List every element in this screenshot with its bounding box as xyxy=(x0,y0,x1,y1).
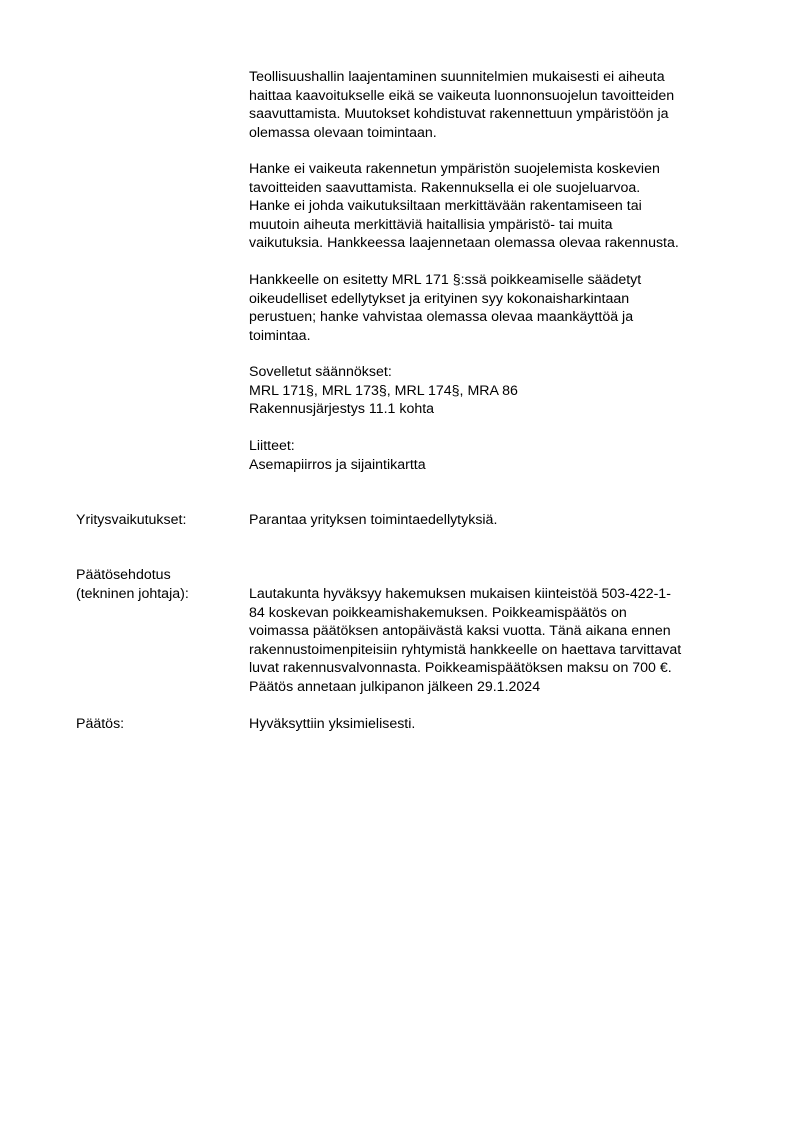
attachment-item[interactable]: Asemapiirros ja sijaintikartta xyxy=(249,456,426,473)
paragraph-built-environment xyxy=(249,160,749,253)
text-line: saavuttamista. Muutokset kohdistuvat rakennettuun ympäristöön ja xyxy=(249,106,669,123)
business-effects-text xyxy=(249,511,749,530)
text-line: luvat rakennusvalvonnasta. Poikkeamispäätöksen maksu on 700 €. xyxy=(249,660,672,677)
provisions-heading: Sovelletut säännökset: xyxy=(249,364,392,380)
text-line: haittaa kaavoitukselle eikä se vaikeuta luonnonsuojelun tavoitteiden xyxy=(249,87,675,104)
text-line: toimintaa. xyxy=(249,327,311,344)
proposal-label-line2: (tekninen johtaja): xyxy=(76,585,189,602)
paragraph-plan-impact xyxy=(249,68,749,142)
text-line: Parantaa yrityksen toimintaedellytyksiä. xyxy=(249,512,498,528)
text-line: Hanke ei johda vaikutuksiltaan merkittävään rakentamiseen tai xyxy=(249,198,642,215)
text-line: tavoitteiden saavuttamista. Rakennuksella ei ole suojeluarvoa. xyxy=(249,179,641,196)
applied-provisions xyxy=(249,363,749,419)
attachments-heading: Liitteet: xyxy=(249,438,295,454)
business-effects-label: Yritysvaikutukset: xyxy=(76,512,187,528)
text-line: rakennustoimenpiteisiin ryhtymistä hankkeelle on haettava tarvittavat xyxy=(249,641,682,658)
text-line: Päätös annetaan julkipanon jälkeen 29.1.2024 xyxy=(249,678,541,695)
paragraph-legal-conditions xyxy=(249,271,749,345)
text-line: perustuen; hanke vahvistaa olemassa olevaa maankäyttöä ja xyxy=(249,309,634,326)
text-line: Teollisuushallin laajentaminen suunnitelmien mukaisesti ei aiheuta xyxy=(249,69,665,85)
text-line: Hankkeelle on esitetty MRL 171 §:ssä poikkeamiselle säädetyt xyxy=(249,272,642,288)
provisions-list: MRL 171§, MRL 173§, MRL 174§, MRA 86 xyxy=(249,382,518,399)
text-line: vaikutuksia. Hankkeessa laajennetaan olemassa olevaa rakennusta. xyxy=(249,235,679,252)
text-line: 84 koskevan poikkeamishakemuksen. Poikkeamispäätös on xyxy=(249,604,627,621)
text-line: oikeudelliset edellytykset ja erityinen syy kokonaisharkintaan xyxy=(249,290,630,307)
decision-label: Päätös: xyxy=(76,716,125,732)
provisions-building-code: Rakennusjärjestys 11.1 kohta xyxy=(249,401,435,418)
text-line: Lautakunta hyväksyy hakemuksen mukaisen kiinteistöä 503-422-1- xyxy=(249,586,671,602)
proposal-text xyxy=(249,585,749,697)
text-line: Hyväksyttiin yksimielisesti. xyxy=(249,716,416,732)
proposal-label xyxy=(76,566,189,603)
attachments xyxy=(249,437,749,474)
decision-text xyxy=(249,715,749,734)
proposal-label-line1: Päätösehdotus xyxy=(76,567,171,583)
text-line: voimassa päätöksen antopäivästä kaksi vuotta. Tänä aikana ennen xyxy=(249,623,671,640)
text-line: Hanke ei vaikeuta rakennetun ympäristön suojelemista koskevien xyxy=(249,161,660,177)
text-line: muutoin aiheuta merkittäviä haitallisia ympäristö- tai muita xyxy=(249,216,613,233)
text-line: olemassa olevaan toimintaan. xyxy=(249,124,437,141)
